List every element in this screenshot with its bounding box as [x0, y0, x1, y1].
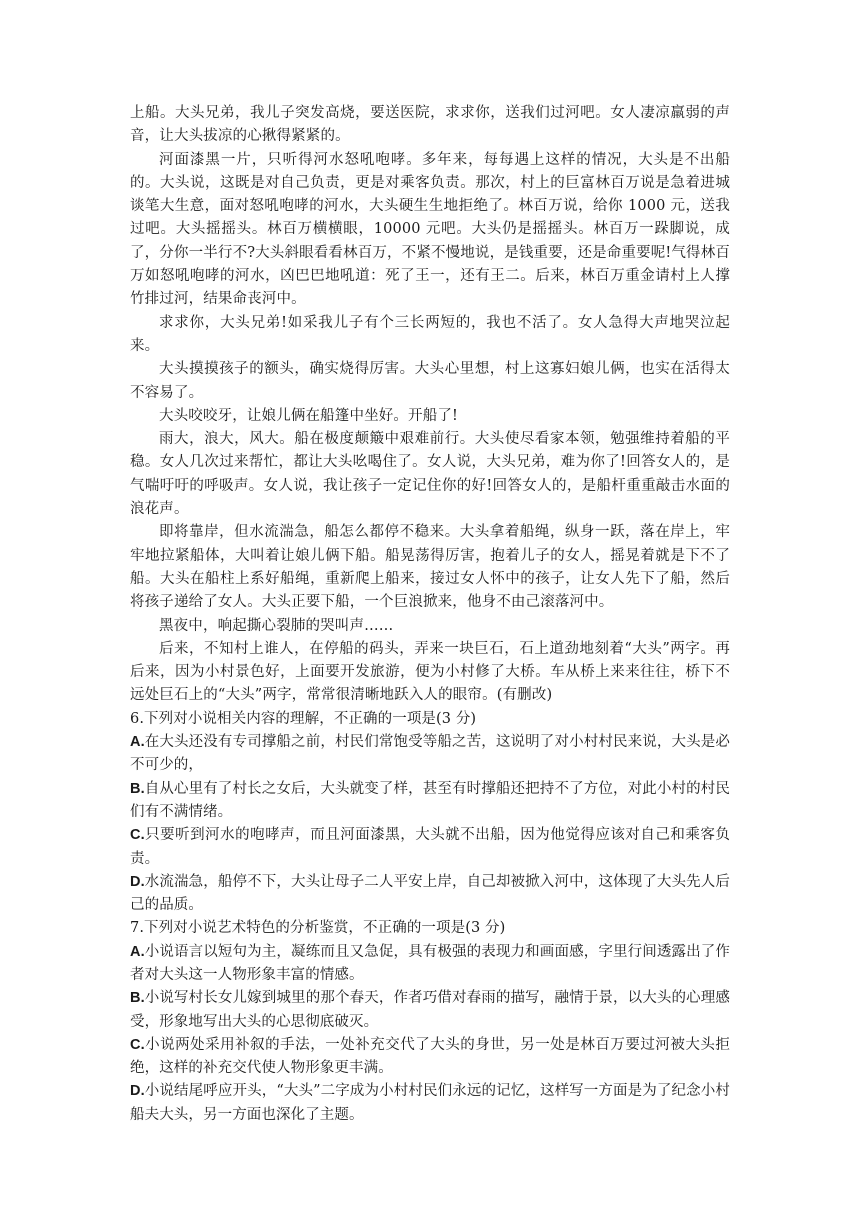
option-label: C.: [130, 827, 145, 844]
story-body: [130, 102, 730, 708]
question-6: [130, 708, 730, 918]
question-7: [130, 917, 730, 1127]
story-paragraph-8: 黑夜中，响起撕心裂肺的哭叫声……: [159, 617, 394, 634]
option-text: 小说写村长女儿嫁到城里的那个春天，作者巧借对春雨的描写，融情于景，以大头的心理感受，形象地写出大头的心思彻底破灭。: [130, 990, 730, 1030]
story-paragraph-4: 大头摸摸孩子的额头，确实烧得厉害。大头心里想，村上这寡妇娘儿俩，也实在活得太不容易了。: [130, 361, 730, 401]
story-paragraph-6: 雨大，浪大，风大。船在极度颠簸中艰难前行。大头使尽看家本领，勉强维持着船的平稳。女人几次过来帮忙，都让大头吆喝住了。女人说，大头兄弟，难为你了!回答女人的，是气喘吁吁的呼吸声。女人说，我让孩子一定记住你的好!回答女人的，是船杆重重敲击水面的浪花声。: [130, 431, 730, 518]
story-paragraph-5: 大头咬咬牙，让娘儿俩在船篷中坐好。开船了!: [159, 407, 458, 424]
question-7-option-d: [130, 1080, 730, 1127]
option-label: A.: [130, 943, 145, 960]
option-label: D.: [130, 1083, 145, 1100]
question-6-option-d: [130, 871, 730, 918]
question-7-option-a: [130, 941, 730, 988]
option-text: 在大头还没有专司撑船之前，村民们常饱受等船之苦，这说明了对小村村民来说，大头是必不可少的，: [130, 734, 730, 774]
question-7-option-b: [130, 987, 730, 1034]
story-paragraph-9: 后来，不知村上谁人，在停船的码头，弄来一块巨石，石上道劲地刻着“大头”两字。再后来，因为小村景色好，上面要开发旅游，便为小村修了大桥。车从桥上来来往往，桥下不远处巨石上的“大头”两字，常常很清晰地跃入人的眼帘。(有删改): [130, 640, 730, 704]
question-6-option-c: [130, 824, 730, 871]
story-paragraph-2: 河面漆黑一片，只听得河水怒吼咆哮。多年来，每每遇上这样的情况，大头是不出船的。大头说，这既是对自己负责，更是对乘客负责。那次，村上的巨富林百万说是急着进城谈笔大生意，面对怒吼咆哮的河水，大头硬生生地拒绝了。林百万说，给你 1000 元，送我过吧。大头摇摇头。林百万横横眼，10000 元吧。大头仍是摇摇头。林百万一跺脚说，成了，分你一半行不?大头斜眼看看林百万，不紧不慢地说，是钱重要，还是命重要呢!气得林百万如怒吼咆哮的河水，凶巴巴地吼道：死了王一，还有王二。后来，林百万重金请村上人撑竹排过河，结果命丧河中。: [130, 151, 730, 308]
option-label: D.: [130, 873, 145, 890]
option-label: B.: [130, 780, 145, 797]
option-text: 小说两处采用补叙的手法，一处补充交代了大头的身世，另一处是林百万要过河被大头拒绝，这样的补充交代使人物形象更丰满。: [130, 1036, 730, 1077]
story-paragraph-7: 即将靠岸，但水流湍急，船怎么都停不稳来。大头拿着船绳，纵身一跃，落在岸上，牢牢地拉紧船体，大叫着让娘儿俩下船。船晃荡得厉害，抱着儿子的女人，摇晃着就是下不了船。大头在船柱上系好船绳，重新爬上船来，接过女人怀中的孩子，让女人先下了船，然后将孩子递给了女人。大头正要下船，一个巨浪掀来，他身不由己滚落河中。: [130, 524, 730, 611]
option-text: 小说结尾呼应开头，“大头”二字成为小村村民们永远的记忆，这样写一方面是为了纪念小村船夫大头，另一方面也深化了主题。: [130, 1083, 730, 1123]
question-6-option-a: [130, 731, 730, 778]
question-7-option-c: [130, 1034, 730, 1081]
question-6-option-b: [130, 778, 730, 825]
option-text: 自从心里有了村长之女后，大头就变了样，甚至有时撑船还把持不了方位，对此小村的村民们有不满情绪。: [130, 780, 730, 820]
question-6-stem: 6.下列对小说相关内容的理解，不正确的一项是(3 分): [130, 710, 477, 727]
option-text: 水流湍急，船停不下，大头让母子二人平安上岸，自己却被掀入河中，这体现了大头先人后己的品质。: [130, 873, 730, 914]
story-paragraph-3: 求求你，大头兄弟!如采我儿子有个三长两短的，我也不活了。女人急得大声地哭泣起来。: [130, 314, 730, 354]
story-paragraph-1: 上船。大头兄弟，我儿子突发高烧，要送医院，求求你，送我们过河吧。女人凄凉羸弱的声音，让大头拔凉的心揪得紧紧的。: [130, 105, 730, 145]
option-label: A.: [130, 734, 145, 751]
option-text: 小说语言以短句为主，凝练而且又急促，具有极强的表现力和画面感，字里行间透露出了作者对大头这一人物形象丰富的情感。: [130, 943, 730, 983]
option-label: B.: [130, 990, 145, 1007]
question-7-stem: 7.下列对小说艺术特色的分析鉴赏，不正确的一项是(3 分): [130, 920, 506, 937]
option-label: C.: [130, 1036, 145, 1053]
option-text: 只要听到河水的咆哮声，而且河面漆黑，大头就不出船，因为他觉得应该对自己和乘客负责。: [130, 827, 730, 867]
